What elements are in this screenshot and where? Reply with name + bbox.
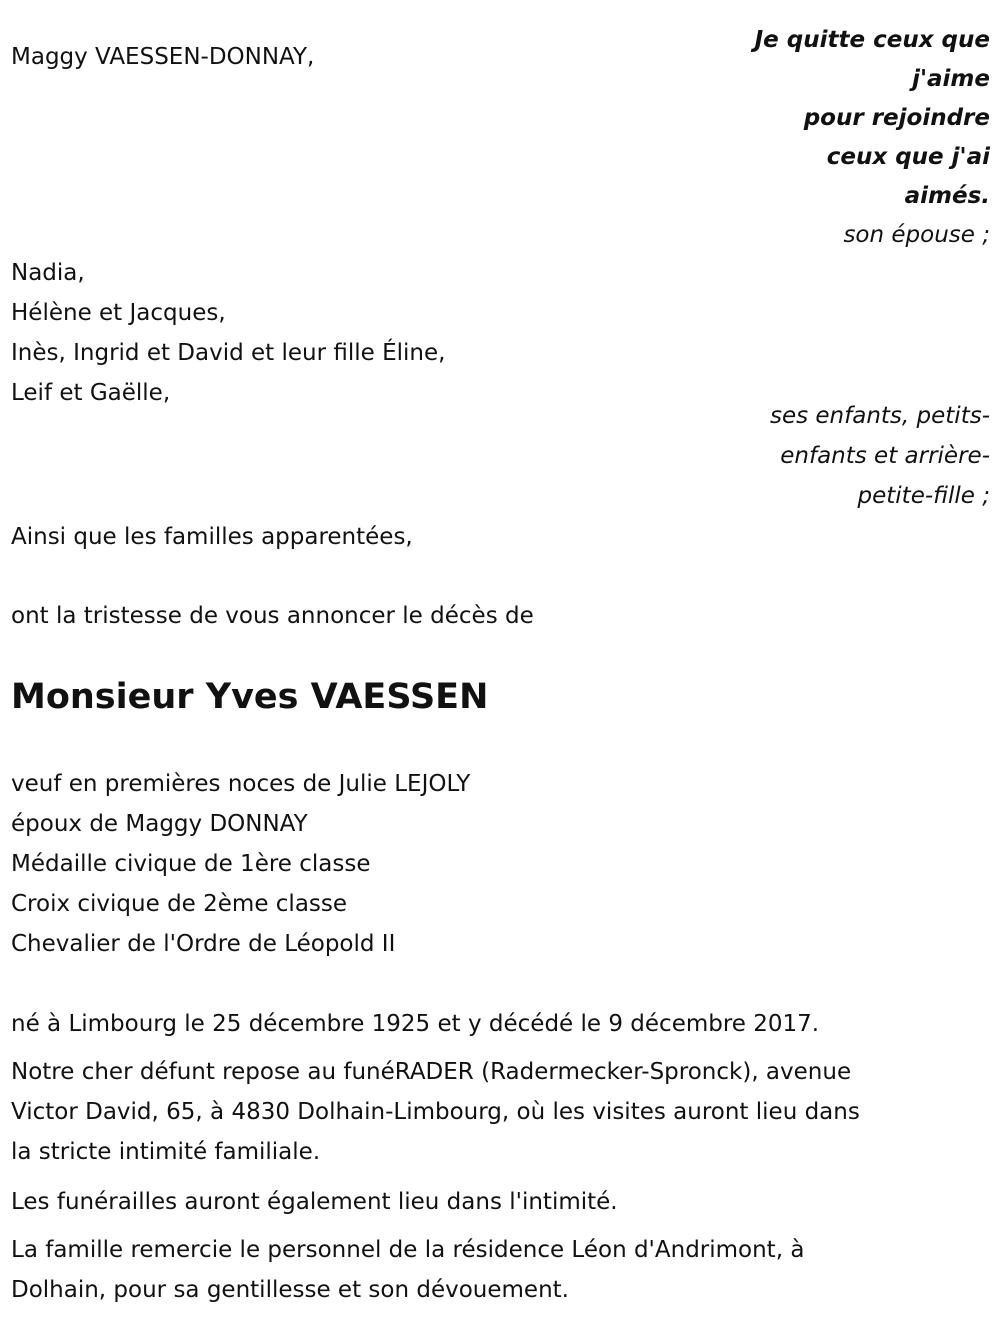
poem-line: ceux que j'ai [826,144,990,170]
title-line: Croix civique de 2ème classe [11,891,348,917]
announcement-text: ont la tristesse de vous annoncer le décès de [11,603,534,629]
children-role-line: ses enfants, petits- [769,403,990,429]
repose-line: la stricte intimité familiale. [11,1139,321,1165]
children-role [770,396,990,516]
child-line: Leif et Gaëlle, [11,380,171,406]
title-line: veuf en premières noces de Julie LEJOLY [11,771,471,797]
thanks-line: Dolhain, pour sa gentillesse et son dévouement. [11,1277,569,1303]
thanks-paragraph [11,1230,804,1310]
poem-line: j'aime [912,66,990,92]
thanks-line: La famille remercie le personnel de la résidence Léon d'Andrimont, à [11,1237,805,1263]
families-text: Ainsi que les familles apparentées, [11,524,413,550]
repose-line: Victor David, 65, à 4830 Dolhain-Limbourg, où les visites auront lieu dans [11,1099,860,1125]
poem-line: pour rejoindre [803,105,990,131]
children-role-line: petite-fille ; [857,483,990,509]
poem-line: aimés. [904,183,990,209]
deceased-name: Monsieur Yves VAESSEN [11,677,489,717]
title-line: Chevalier de l'Ordre de Léopold II [11,931,396,957]
widow-name: Maggy VAESSEN-DONNAY, [11,44,315,70]
poem-line: Je quitte ceux que [754,27,990,53]
widow-role: son épouse ; [843,222,990,248]
child-line: Hélène et Jacques, [11,300,226,326]
repose-paragraph [11,1052,860,1172]
poem [755,21,990,255]
repose-line: Notre cher défunt repose au funéRADER (Radermecker-Spronck), avenue [11,1059,852,1085]
child-line: Inès, Ingrid et David et leur fille Éline, [11,340,446,366]
titles-list [11,764,470,964]
title-line: Médaille civique de 1ère classe [11,851,371,877]
children-role-line: enfants et arrière- [780,443,990,469]
children-list [11,253,445,413]
funeral-text: Les funérailles auront également lieu dans l'intimité. [11,1189,618,1215]
child-line: Nadia, [11,260,85,286]
birth-death-text: né à Limbourg le 25 décembre 1925 et y décédé le 9 décembre 2017. [11,1011,820,1037]
title-line: époux de Maggy DONNAY [11,811,308,837]
